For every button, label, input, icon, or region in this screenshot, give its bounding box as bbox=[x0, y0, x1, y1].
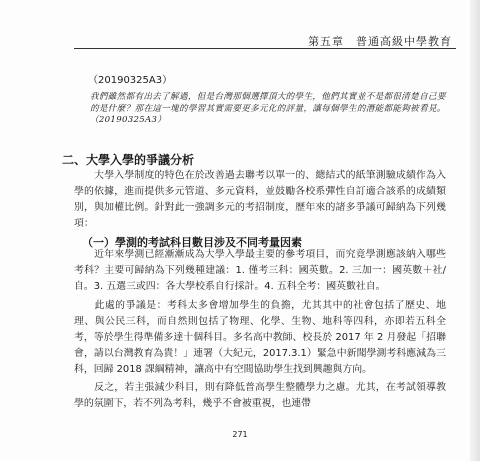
paragraph-3 bbox=[74, 298, 446, 378]
page-edge-shadow bbox=[470, 0, 480, 461]
reference-label: （20190325A3） bbox=[88, 75, 173, 86]
paragraph-2-text: 近年來學測已經漸漸成為大學入學最主要的參考項目，而究竟學測應該納入哪些考科？主要可歸納為下列幾種建議：1. 僅考三科：國英數。2. 三加一：國英數＋社/自。3. 五選三或四：各大學校系自行採計。4. 五科全考：國英數社自。 bbox=[74, 249, 446, 292]
paragraph-4 bbox=[74, 380, 446, 412]
section-heading: 二、大學入學的爭議分析 bbox=[62, 153, 195, 167]
paragraph-1 bbox=[74, 168, 446, 232]
handwritten-quote: 我們雖然都有出去了解過，但是台灣那個選擇頂大的學生，他們其實並不是都很清楚自己要的是什麼？那在這一塊的學習其實需要更多元化的評量，讓每個學生的潛能都能夠被看見。（20190325A3） bbox=[90, 92, 446, 125]
paragraph-3-text: 此處的爭議是：考科太多會增加學生的負擔，尤其其中的社會包括了歷史、地理、與公民三科，而自然則包括了物理、化學、生物、地科等四科，亦即若五科全考，等於學生得準備多達十個科目。多名高中教師、校長於 2017 年 2 月發起「招聯會，請以台灣教育為貴！」連署（大紀元，2017.3.1）緊急中新聞學測考科應減為三科，回歸 2018 課綱精神，讓高中有空間協助學生找到興趣與方向。 bbox=[74, 300, 446, 375]
paragraph-2 bbox=[74, 247, 446, 295]
paragraph-1-text: 大學入學制度的特色在於改善過去聯考以單一的、總結式的紙筆測驗成績作為入學的依據，進而提供多元管道、多元資料，並鼓勵各校系彈性自訂適合該系的成績類別，與加權比例。針對此一強調多元的考招制度，歷年來的諸多爭議可歸納為下列幾項： bbox=[74, 170, 446, 229]
page-number: 271 bbox=[232, 430, 248, 439]
paragraph-4-text: 反之，若主張減少科目，則有降低普高學生整體學力之慮。尤其，在考試領導教學的氛圍下，若不列為考科，幾乎不會被重視，也連帶 bbox=[74, 382, 446, 409]
subsection-heading: （一）學測的考試科目數目涉及不同考量因素 bbox=[82, 236, 302, 249]
header-rule bbox=[74, 48, 456, 49]
running-header: 第五章 普通高級中學教育 bbox=[308, 35, 452, 48]
